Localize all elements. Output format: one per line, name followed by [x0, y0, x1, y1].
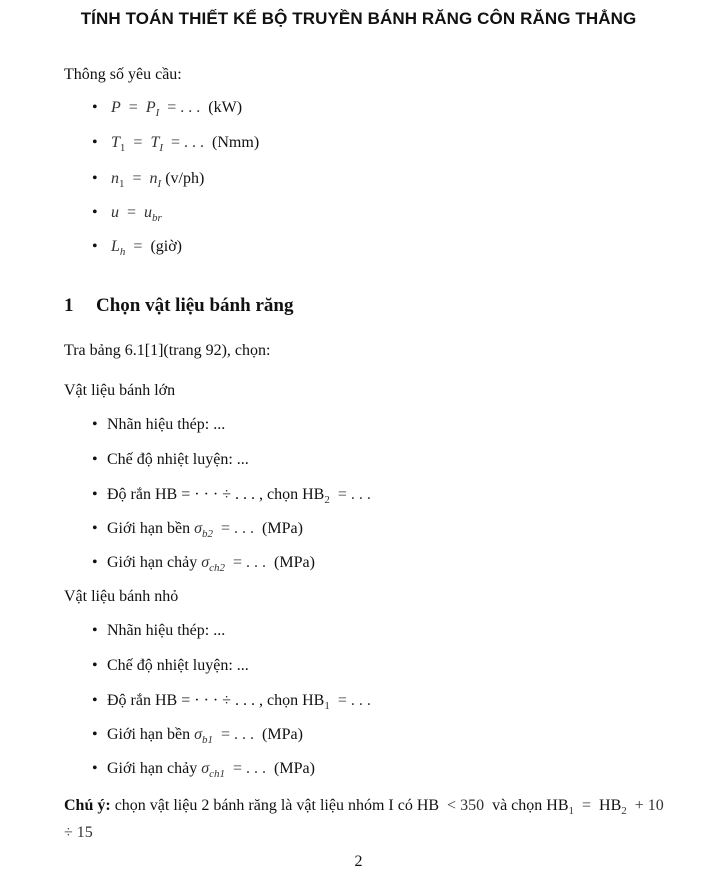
note-paragraph: Chú ý: chọn vật liệu 2 bánh răng là vật liệu nhóm I có HB < 350 và chọn $HB_1 = HB_2 + 10 \div 15$	[64, 797, 664, 841]
requirement-lifetime: • $L_h$ = (giờ)	[92, 238, 182, 258]
small-gear-ultimate-strength: • Giới hạn bền $\sigma_{b1}$ = . . . (MPa)	[92, 726, 303, 746]
small-gear-hardness: • Độ rắn HB = · · · ÷ . . . , chọn $HB_1$ = . . .	[92, 692, 371, 712]
big-gear-heading: Vật liệu bánh lớn	[64, 382, 176, 399]
small-gear-steel: • Nhãn hiệu thép: ...	[92, 622, 226, 639]
note-label: Chú ý:	[64, 797, 111, 814]
bullet: •	[92, 99, 98, 116]
section-heading: 1 Chọn vật liệu bánh răng	[64, 295, 294, 316]
bullet: •	[92, 726, 98, 743]
table-reference: Tra bảng 6.1[1](trang 92), chọn:	[64, 342, 271, 359]
small-gear-heat-treatment: • Chế độ nhiệt luyện: ...	[92, 657, 249, 674]
requirement-power: • $P = P_I$ = . . . (kW)	[92, 99, 243, 119]
requirement-ratio: • $u = u_{br}$	[92, 204, 162, 224]
big-gear-hardness: • Độ rắn HB = · · · ÷ . . . , chọn $HB_2$ = . . .	[92, 486, 371, 506]
bullet: •	[92, 204, 98, 221]
requirement-torque: • $T_1 = T_I$ = . . . (Nmm)	[92, 134, 260, 154]
bullet: •	[92, 170, 98, 187]
bullet: •	[92, 692, 98, 709]
big-gear-yield-strength: • Giới hạn chảy $\sigma_{ch2}$ = . . . (MPa)	[92, 554, 315, 574]
big-gear-ultimate-strength: • Giới hạn bền $\sigma_{b2}$ = . . . (MPa)	[92, 520, 303, 540]
bullet: •	[92, 657, 98, 674]
bullet: •	[92, 451, 98, 468]
page-number: 2	[354, 853, 363, 870]
bullet: •	[92, 622, 98, 639]
bullet: •	[92, 416, 98, 433]
page-title: TÍNH TOÁN THIẾT KẾ BỘ TRUYỀN BÁNH RĂNG CÔN RĂNG THẲNG	[80, 9, 637, 28]
requirement-speed: • $n_1 = n_I$ (v/ph)	[92, 170, 205, 190]
bullet: •	[92, 238, 98, 255]
bullet: •	[92, 760, 98, 777]
small-gear-yield-strength: • Giới hạn chảy $\sigma_{ch1}$ = . . . (MPa)	[92, 760, 315, 780]
big-gear-heat-treatment: • Chế độ nhiệt luyện: ...	[92, 451, 249, 468]
bullet: •	[92, 134, 98, 151]
bullet: •	[92, 520, 98, 537]
requirements-label: Thông số yêu cầu:	[64, 66, 182, 83]
bullet: •	[92, 554, 98, 571]
small-gear-heading: Vật liệu bánh nhỏ	[64, 588, 179, 605]
bullet: •	[92, 486, 98, 503]
big-gear-steel: • Nhãn hiệu thép: ...	[92, 416, 226, 433]
